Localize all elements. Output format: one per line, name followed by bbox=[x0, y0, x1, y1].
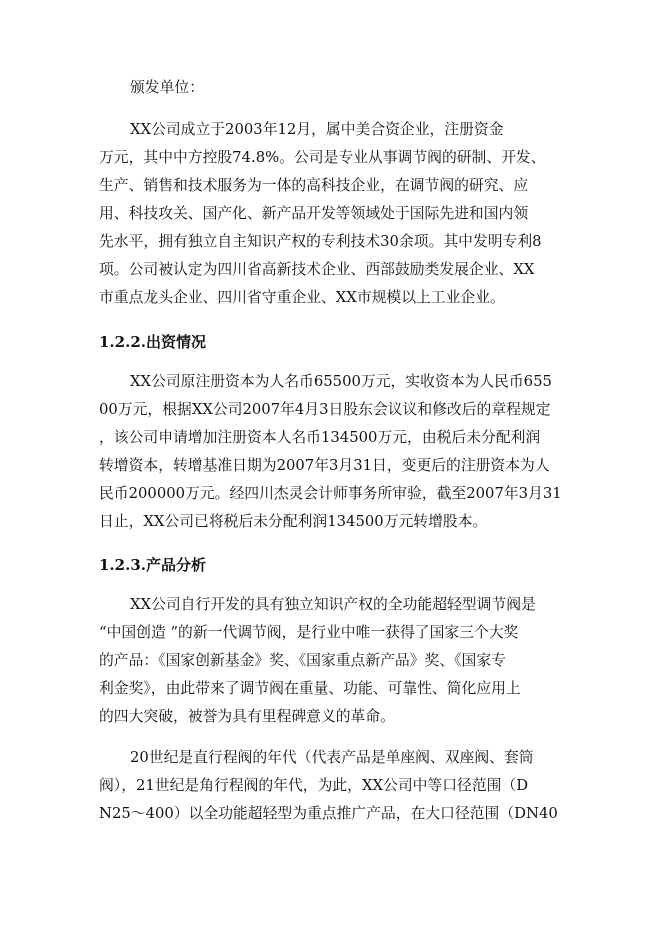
paragraph-line: XX公司自行开发的具有独立知识产权的全功能超轻型调节阀是 bbox=[130, 596, 536, 613]
paragraph-line: XX公司原注册资本为人名币65500万元，实收资本为人民币655 bbox=[130, 373, 552, 390]
paragraph-line: ，该公司申请增加注册资本人名币134500万元，由税后未分配利润 bbox=[99, 429, 541, 446]
paragraph-line: 日止，XX公司已将税后未分配利润134500万元转增股本。 bbox=[99, 513, 488, 530]
paragraph-line: 20世纪是直行程阀的年代（代表产品是单座阀、双座阀、套筒 bbox=[130, 749, 534, 766]
paragraph-line: 阀），21世纪是角行程阀的年代，为此，XX公司中等口径范围（D bbox=[99, 777, 529, 794]
paragraph-line: 00万元，根据XX公司2007年4月3日股东会议议和修改后的章程规定 bbox=[99, 401, 551, 418]
paragraph-line: 万元，其中中方控股74.8%。公司是专业从事调节阀的研制、开发、 bbox=[99, 149, 546, 166]
section-heading-1-2-2: 1.2.2.出资情况 bbox=[99, 333, 206, 351]
paragraph-line: 用、科技攻关、国产化、新产品开发等领域处于国际先进和国内领 bbox=[99, 205, 529, 222]
paragraph-line: 的产品：《国家创新基金》奖、《国家重点新产品》奖、《国家专 bbox=[99, 652, 506, 669]
paragraph-line: 的四大突破，被誉为具有里程碑意义的革命。 bbox=[99, 708, 395, 725]
paragraph-line: N25～400）以全功能超轻型为重点推广产品，在大口径范围（DN40 bbox=[99, 805, 558, 822]
paragraph-line: 民币200000万元。经四川杰灵会计师事务所审验，截至2007年3月31 bbox=[99, 485, 562, 502]
issuer-line: 颁发单位： bbox=[130, 79, 204, 96]
paragraph-line: 项。公司被认定为四川省高新技术企业、西部鼓励类发展企业、XX bbox=[99, 261, 535, 278]
paragraph-line: 市重点龙头企业、四川省守重企业、XX市规模以上工业企业。 bbox=[99, 289, 505, 306]
paragraph-line: “中国创造 ”的新一代调节阀，是行业中唯一获得了国家三个大奖 bbox=[99, 624, 519, 641]
paragraph-line: 利金奖》，由此带来了调节阀在重量、功能、可靠性、简化应用上 bbox=[99, 680, 521, 697]
paragraph-line: XX公司成立于2003年12月，属中美合资企业，注册资金 bbox=[130, 121, 504, 138]
paragraph-line: 先水平，拥有独立自主知识产权的专利技术30余项。其中发明专利8 bbox=[99, 233, 542, 250]
paragraph-line: 转增资本，转增基准日期为2007年3月31日，变更后的注册资本为人 bbox=[99, 457, 550, 474]
paragraph-line: 生产、销售和技术服务为一体的高科技企业，在调节阀的研究、应 bbox=[99, 177, 529, 194]
section-heading-1-2-3: 1.2.3.产品分析 bbox=[99, 556, 206, 574]
